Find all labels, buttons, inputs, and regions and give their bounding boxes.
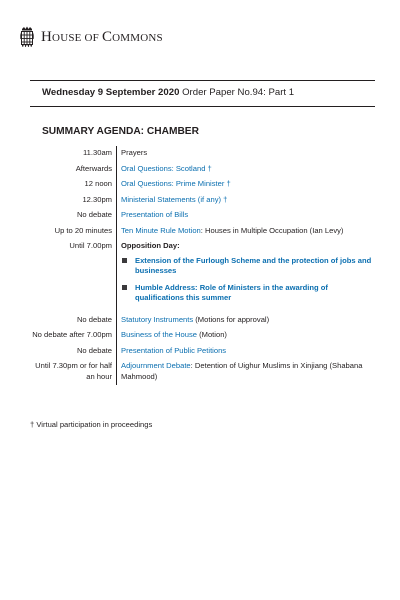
agenda-row [30,193,375,209]
agenda-row [30,208,375,224]
agenda-item-detail: (Motions for approval) [193,314,270,324]
agenda-time: Until 7.30pm or for half an hour [35,361,112,381]
list-item [121,256,375,277]
agenda-item [116,208,375,224]
agenda-time: No debate [76,345,112,355]
square-bullet-icon [122,258,127,263]
agenda-time: No debate after 7.00pm [32,330,112,339]
agenda-item [116,344,375,360]
agenda-time: Up to 20 minutes [54,225,112,235]
agenda-row [30,224,375,240]
agenda-row [30,146,375,162]
page-header [20,26,163,48]
agenda-row [30,344,375,360]
agenda-time: Afterwards [75,163,112,173]
agenda-link[interactable]: Business of the House [121,330,197,339]
agenda-time: No debate [76,210,112,219]
top-rule [30,80,375,81]
agenda-item [116,328,375,344]
agenda-link[interactable]: Statutory Instruments [121,314,194,324]
agenda-item [116,359,375,385]
agenda-link[interactable]: Presentation of Bills [121,210,189,219]
order-paper-date: Wednesday 9 September 2020 [42,87,180,98]
agenda-row [30,239,375,313]
order-paper-title [42,87,294,98]
order-paper-number: Order Paper No.94: Part 1 [179,87,295,98]
agenda-item [116,177,375,193]
motion-link[interactable]: Extension of the Furlough Scheme and the protection of jobs and businesses [135,255,372,275]
agenda-item [116,162,375,178]
agenda-item [116,239,375,313]
agenda-link[interactable]: Ten Minute Rule Motion [121,225,201,235]
agenda-time: 12 noon [84,179,112,188]
agenda-time: 11.30am [83,148,112,157]
agenda-time: Until 7.00pm [69,241,112,250]
agenda-row [30,328,375,344]
agenda-table [30,146,375,385]
opposition-day-label: Opposition Day: [121,241,180,250]
list-item [121,283,375,304]
agenda-link[interactable]: Adjournment Debate [121,361,191,370]
agenda-row [30,177,375,193]
agenda-link[interactable]: Oral Questions: Scotland † [121,163,212,173]
agenda-item-detail: : Detention of Uighur Muslims in Xinjiang (Shabana Mahmood) [121,361,363,381]
summary-agenda-heading: SUMMARY AGENDA: CHAMBER [42,126,199,137]
agenda-item [116,224,375,240]
agenda-time: No debate [76,314,112,324]
agenda-item [116,313,375,329]
agenda-item-detail: : Houses in Multiple Occupation (Ian Levy) [200,225,344,235]
agenda-link[interactable]: Oral Questions: Prime Minister † [121,179,231,188]
house-of-commons-wordmark: HOUSE OF COMMONS [41,28,163,45]
agenda-time: 12.30pm [82,194,112,204]
motion-link[interactable]: Humble Address: Role of Ministers in the awarding of qualifications this summer [135,282,328,302]
agenda-row [30,313,375,329]
agenda-link[interactable]: Presentation of Public Petitions [121,345,227,355]
agenda-item-detail: (Motion) [196,330,227,339]
square-bullet-icon [122,285,127,290]
agenda-link[interactable]: Ministerial Statements (if any) † [121,194,228,204]
agenda-row [30,162,375,178]
agenda-item: Prayers [116,146,375,162]
bottom-rule [30,106,375,107]
footnote: † Virtual participation in proceedings [30,420,153,429]
portcullis-logo-icon [20,26,34,48]
agenda-row [30,359,375,385]
agenda-item [116,193,375,209]
opposition-day-motions [121,256,375,304]
